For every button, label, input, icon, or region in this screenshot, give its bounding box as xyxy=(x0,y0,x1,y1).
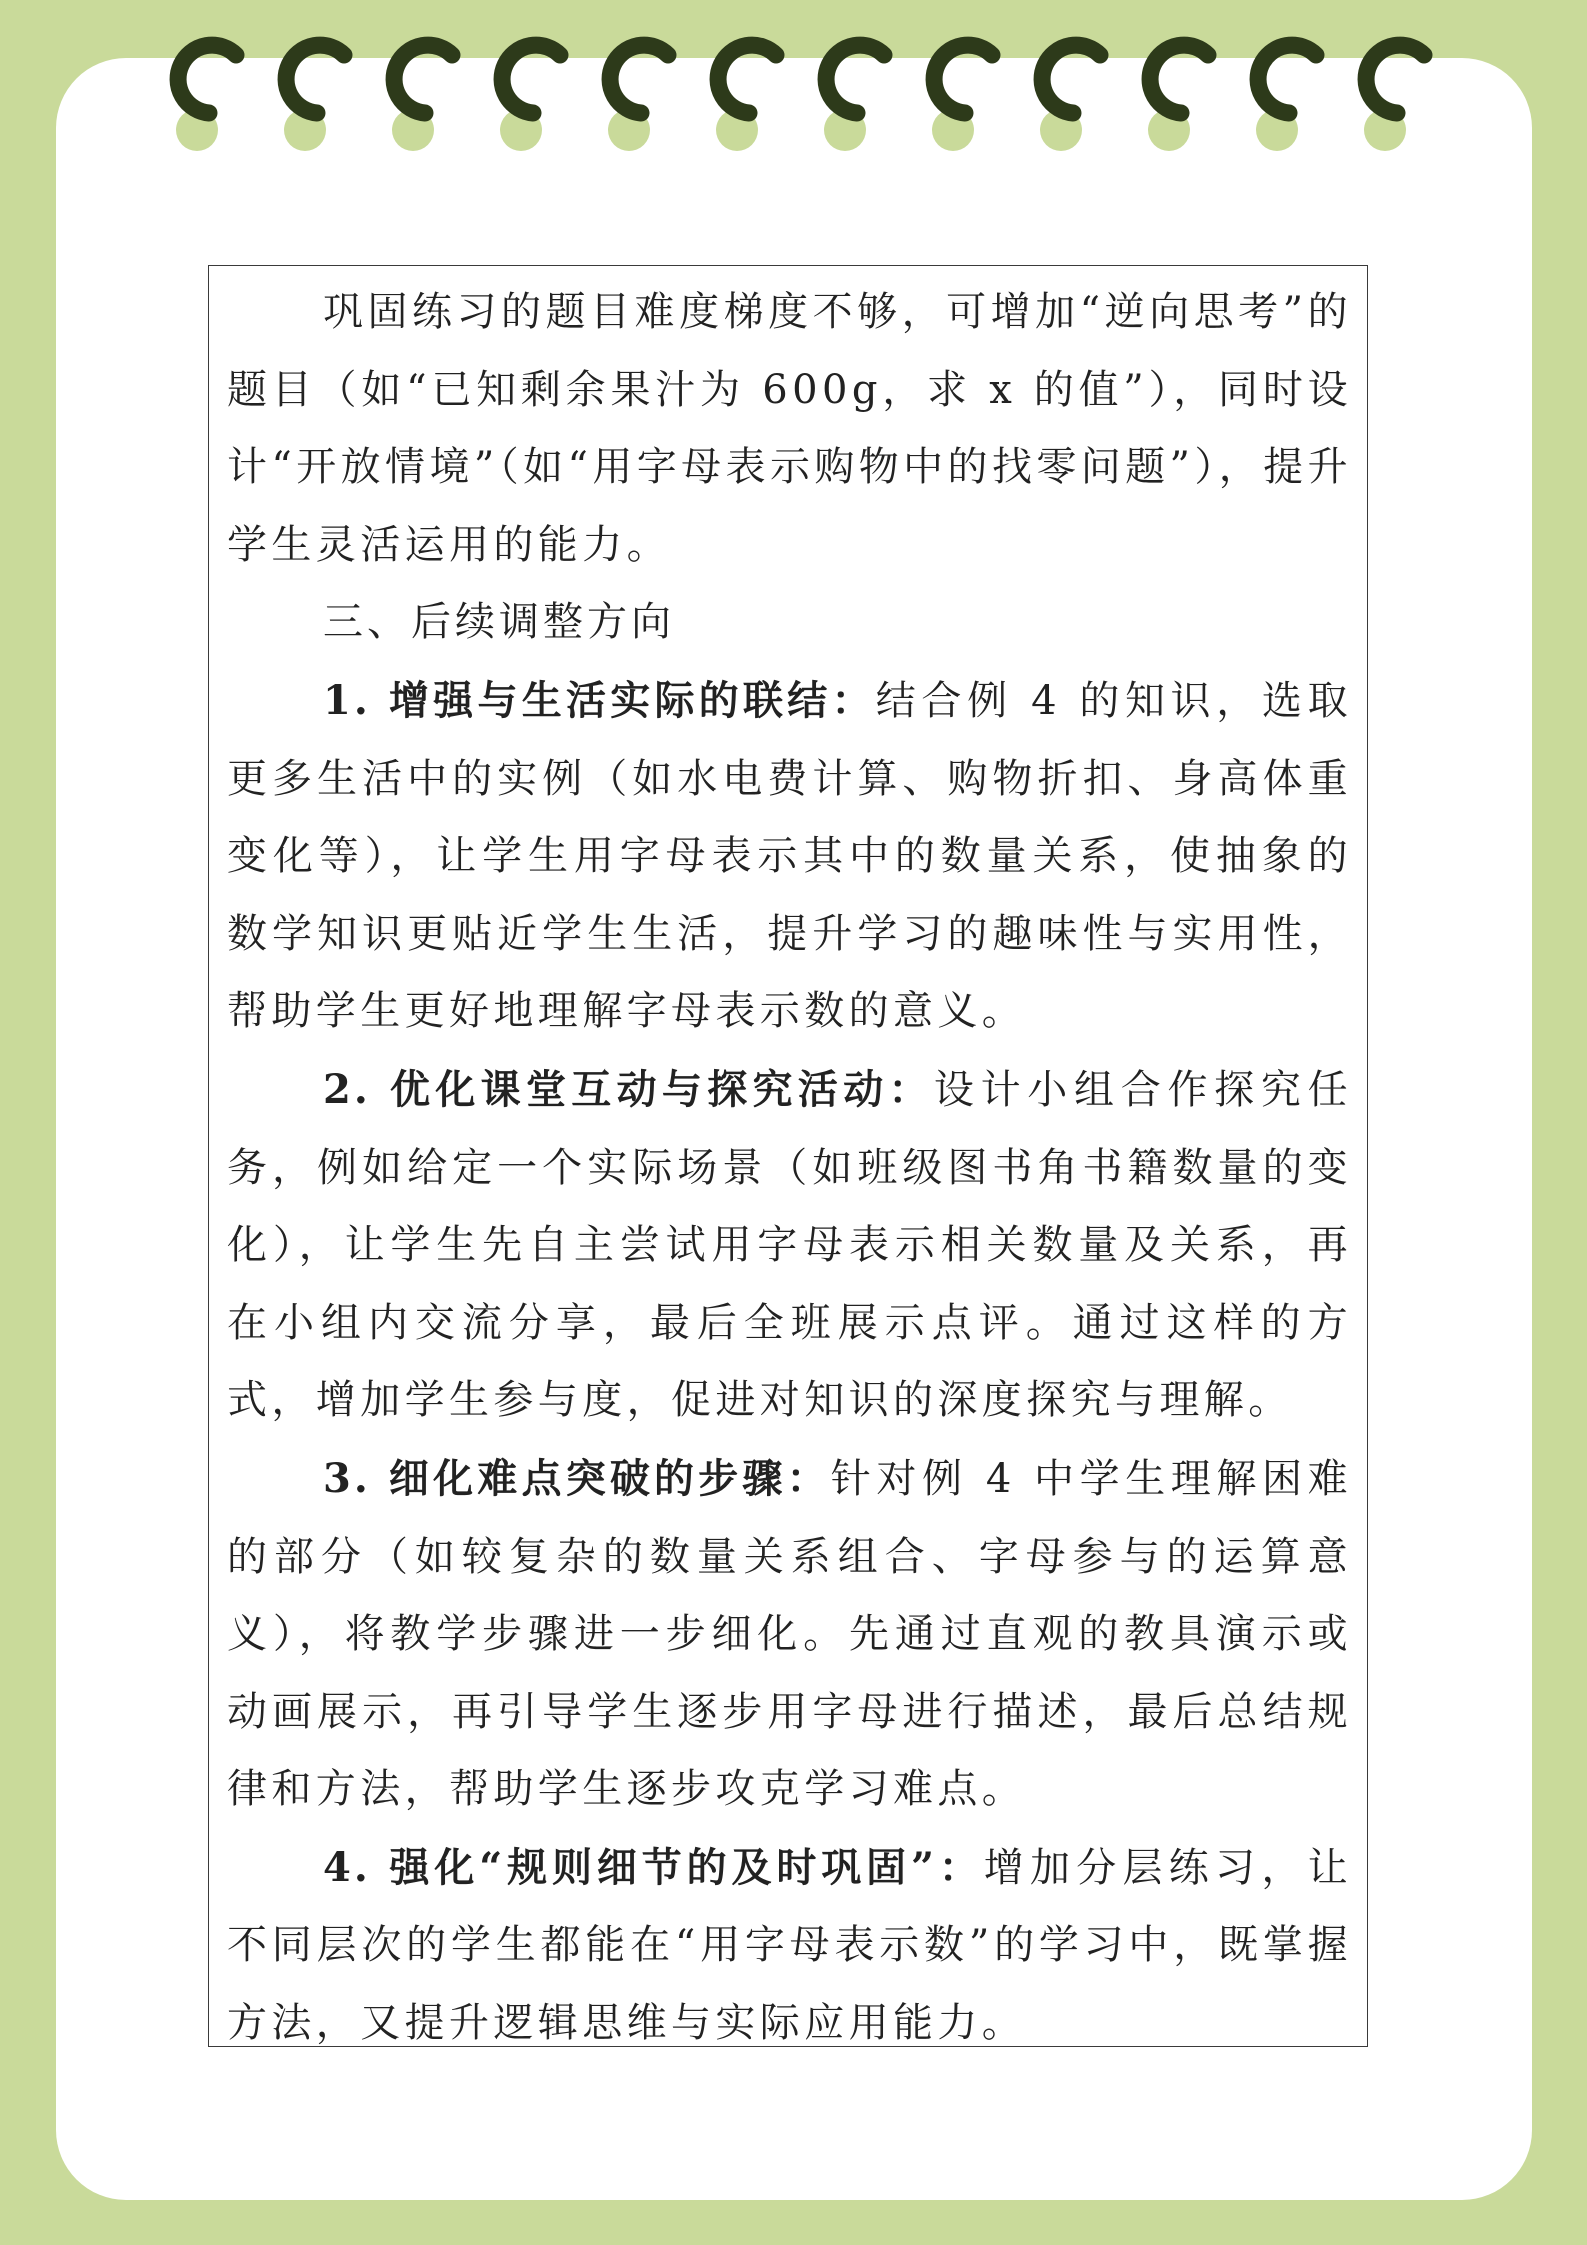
list-item-3-title: 3. 细化难点突破的步骤： xyxy=(323,1454,831,1502)
list-item-1-title: 1. 增强与生活实际的联结： xyxy=(323,676,876,724)
list-item-2 xyxy=(227,1051,1352,1440)
list-item-2-title: 2. 优化课堂互动与探究活动： xyxy=(323,1065,934,1113)
list-item-4-title: 4. 强化“规则细节的及时巩固”： xyxy=(323,1843,984,1891)
list-item-4 xyxy=(227,1829,1352,2063)
section-heading: 三、后续调整方向 xyxy=(323,599,675,646)
paragraph-intro: 巩固练习的题目难度梯度不够，可增加“逆向思考”的题目（如“已知剩余果汁为 600g，求 x 的值”），同时设计“开放情境”（如“用字母表示购物中的找零问题”），提升学生灵活运用的能力。 xyxy=(227,289,1352,568)
list-item-1 xyxy=(227,662,1352,1051)
content-frame xyxy=(208,265,1368,2047)
list-item-4-body: 增加分层练习，让不同层次的学生都能在“用字母表示数”的学习中，既掌握方法，又提升逻辑思维与实际应用能力。 xyxy=(227,1844,1352,2047)
list-item-1-body: 结合例 4 的知识，选取更多生活中的实例（如水电费计算、购物折扣、身高体重变化等），让学生用字母表示其中的数量关系，使抽象的数学知识更贴近学生生活，提升学习的趣味性与实用性，帮助学生更好地理解字母表示数的意义。 xyxy=(227,677,1353,1035)
list-item-3-body: 针对例 4 中学生理解困难的部分（如较复杂的数量关系组合、字母参与的运算意义），将教学步骤进一步细化。先通过直观的教具演示或动画展示，再引导学生逐步用字母进行描述，最后总结规律和方法，帮助学生逐步攻克学习难点。 xyxy=(227,1455,1352,1813)
list-item-2-body: 设计小组合作探究任务，例如给定一个实际场景（如班级图书角书籍数量的变化），让学生先自主尝试用字母表示相关数量及关系，再在小组内交流分享，最后全班展示点评。通过这样的方式，增加学生参与度，促进对知识的深度探究与理解。 xyxy=(227,1066,1352,1424)
list-item-3 xyxy=(227,1440,1352,1829)
